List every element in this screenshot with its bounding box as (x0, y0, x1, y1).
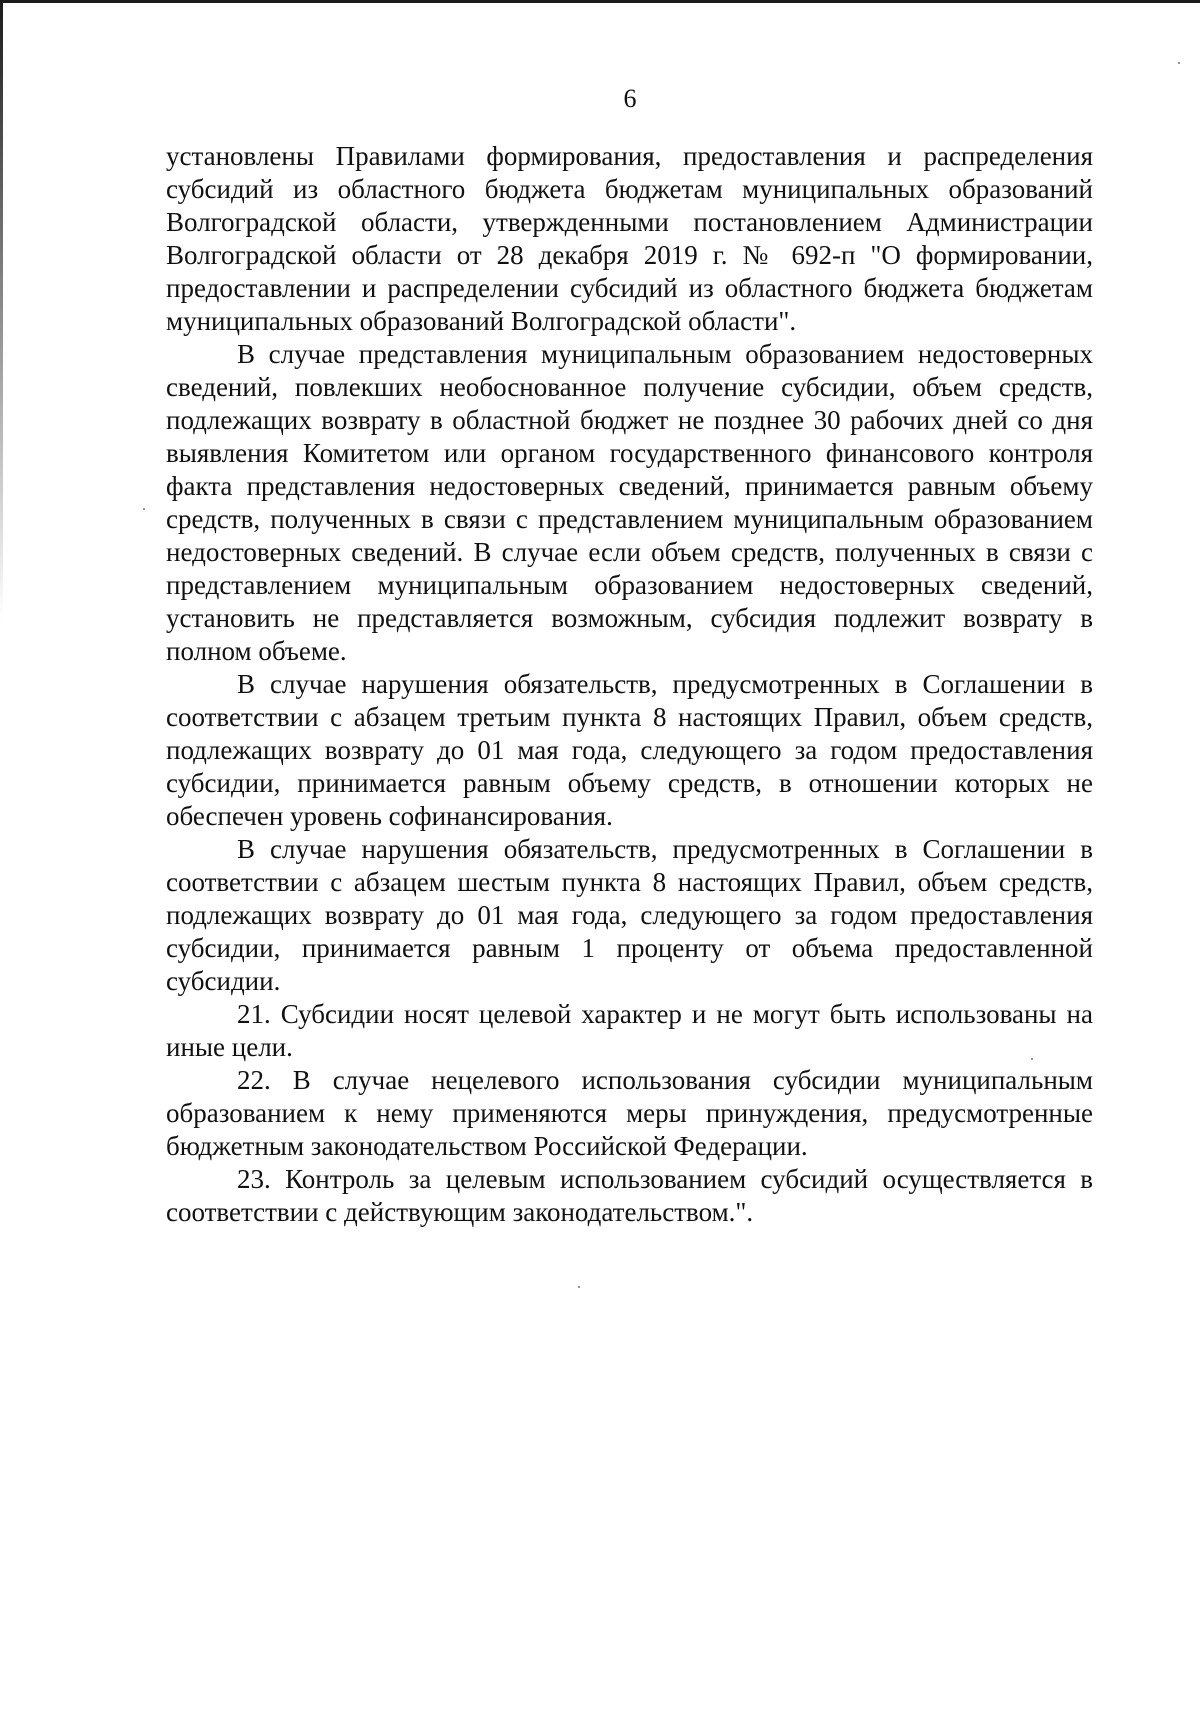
paragraph-2: В случае представления муниципальным образованием недостоверных сведений, повлекших необоснованное получение субсидии, объем средств, подлежащих возврату в областной бюджет не позднее 30 рабочих дней со дня выявления Комитетом или органом государственного финансового контроля факта представления недостоверных сведений, принимается равным объему средств, полученных в связи с представлением муниципальным образованием недостоверных сведений. В случае если объем средств, полученных в связи с представлением муниципальным образованием недостоверных сведений, установить не представляется возможным, субсидия подлежит возврату в полном объеме. (166, 339, 1093, 666)
scan-speck (578, 1286, 580, 1288)
document-body (166, 140, 1093, 1229)
scan-edge-top (0, 0, 1200, 3)
scan-speck (1031, 1058, 1033, 1060)
page-number: 6 (623, 84, 637, 113)
scan-speck (143, 508, 145, 510)
paragraph-7: 23. Контроль за целевым использованием субсидий осуществляется в соответствии с действующим законодательством.". (166, 1164, 1093, 1227)
paragraph-3: В случае нарушения обязательств, предусмотренных в Соглашении в соответствии с абзацем третьим пункта 8 настоящих Правил, объем средств, подлежащих возврату до 01 мая года, следующего за годом предоставления субсидии, принимается равным объему средств, в отношении которых не обеспечен уровень софинансирования. (166, 669, 1093, 831)
paragraph-1: установлены Правилами формирования, предоставления и распределения субсидий из областного бюджета бюджетам муниципальных образований Волгоградской области, утвержденными постановлением Администрации Волгоградской области от 28 декабря 2019 г. № 692-п "О формировании, предоставлении и распределении субсидий из областного бюджета бюджетам муниципальных образований Волгоградской области". (166, 141, 1093, 336)
scan-speck (1178, 62, 1180, 64)
paragraph-4: В случае нарушения обязательств, предусмотренных в Соглашении в соответствии с абзацем шестым пункта 8 настоящих Правил, объем средств, подлежащих возврату до 01 мая года, следующего за годом предоставления субсидии, принимается равным 1 проценту от объема предоставленной субсидии. (166, 834, 1093, 996)
paragraph-5: 21. Субсидии носят целевой характер и не могут быть использованы на иные цели. (166, 999, 1093, 1062)
paragraph-6: 22. В случае нецелевого использования субсидии муниципальным образованием к нему применяются меры принуждения, предусмотренные бюджетным законодательством Российской Федерации. (166, 1065, 1093, 1161)
